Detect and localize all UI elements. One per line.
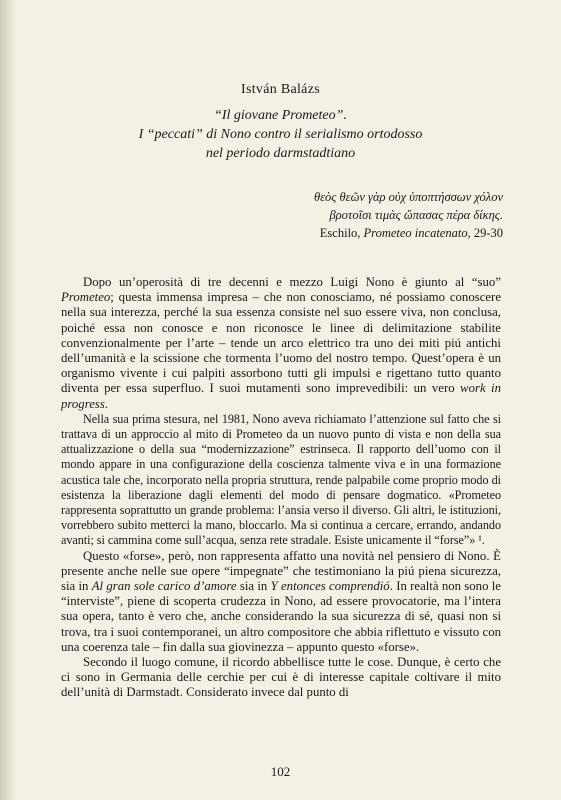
paragraph-3 (61, 549, 501, 655)
paragraph-1 (61, 275, 501, 412)
paragraph-3-text-c: . In realtà non sono le “interviste”, piene di scoperta crudezza in Nono, ad essere provocatorie, ma l’intera sua opera, tanto è vero che, anche considerando la sua sicurezza di sé, quasi non si trova, tra i suoi contemporanei, un altro compositore che abbia riflettuto e vissuto con una coerenza tale – fin dalla sua giovinezza – appunto questo «forse». (61, 579, 501, 654)
paragraph-3-emphasis-al-gran-sole: Al gran sole carico d’amore (91, 579, 237, 594)
title-line-1: “Il giovane Prometeo”. (214, 108, 347, 123)
epigraph-source-lines: 29-30 (473, 226, 503, 240)
epigraph-greek-line-1: θεὸς θεῶν γὰρ οὐχ ὑποπτήσσων χόλον (313, 190, 503, 204)
paragraph-1-text-a: Dopo un’operosità di tre decenni e mezzo Luigi Nono è giunto al “suo” (83, 275, 501, 289)
paragraph-3-text-a: Questo «forse», però, non rappresenta affatto una novità nel pensiero di Nono. È presente anche nelle sue opere “impegnate” che testimoniano la piú piena sicurezza, sia in (61, 548, 501, 594)
epigraph-source-author: Eschilo, (319, 226, 361, 240)
paragraph-1-emphasis-work-in-progress: work in progress (61, 381, 501, 411)
title-line-2: I “peccati” di Nono contro il serialismo ortodosso (138, 127, 423, 142)
page-number: 102 (270, 764, 291, 779)
paragraph-4: Secondo il luogo comune, il ricordo abbellisce tutte le cose. Dunque, è certo che ci sono in Germania delle cerchie per cui è di interesse capitale coltivare il mito dell’unità di Darmstadt. Considerato invece dal punto di (61, 655, 501, 700)
paragraph-3-text-b: sia in (236, 579, 271, 594)
title-line-3: nel periodo darmstadtiano (205, 146, 356, 161)
article-title (0, 106, 561, 163)
paragraph-1-emphasis-prometeo: Prometeo (61, 290, 111, 305)
paragraph-2: Nella sua prima stesura, nel 1981, Nono aveva richiamato l’attenzione sul fatto che si trattava di un approccio al mito di Prometeo da un nuovo punto di vista e non della sua attualizzazione o della sua “modernizzazione” estrinseca. Il rapporto dell’uomo con il mondo appare in una configurazione della coscienza talmente viva e in una formazione acustica tale che, incorporato nella propria struttura, rende palpabile come proprio modo di esistenza la liberazione dagli elementi del modo di pensare dogmatico. «Prometeo rappresenta soprattutto un grande problema: l’ansia verso il diverso. Gli altri, le istituzioni, vorrebbero subito metterci la mano, bloccarlo. Ma si continua a cercare, errando, andando avanti; si cammina come sull’acqua, senza rete stradale. Esiste unicamente il “forse”» ¹. (61, 411, 501, 548)
paragraph-1-text-c: . (104, 396, 109, 411)
paragraph-1-text-b: ; questa immensa impresa – che non conosciamo, né possiamo conoscere nella sua interezza, perché la sua essenza consiste nel suo essere viva, non conclusa, poiché essa non conosce e non riconosce le linee di delimitazione stabilite convenzionalmente per l’arte – tende un arco elettrico tra uno dei miti piú antichi dell’umanità e la scissione che tormenta l’uomo del nostro tempo. Quest’opera è un organismo vivente i cui palpiti assorbono tutti gli impulsi e rigettano tutto quanto diventa per essa superfluo. I suoi mutamenti sono imprevedibili: un vero (61, 290, 501, 396)
epigraph-source-work: Prometeo incatenato, (363, 226, 471, 240)
epigraph-source (203, 224, 503, 242)
article-body (61, 275, 501, 701)
article-author: István Balázs (241, 82, 320, 97)
paragraph-3-emphasis-y-entonces: Y entonces comprendió (270, 579, 390, 594)
epigraph-greek-line-2: βροτοῖσι τιμὰς ὤπασας πέρα δίκης. (329, 208, 503, 222)
epigraph (203, 188, 503, 242)
